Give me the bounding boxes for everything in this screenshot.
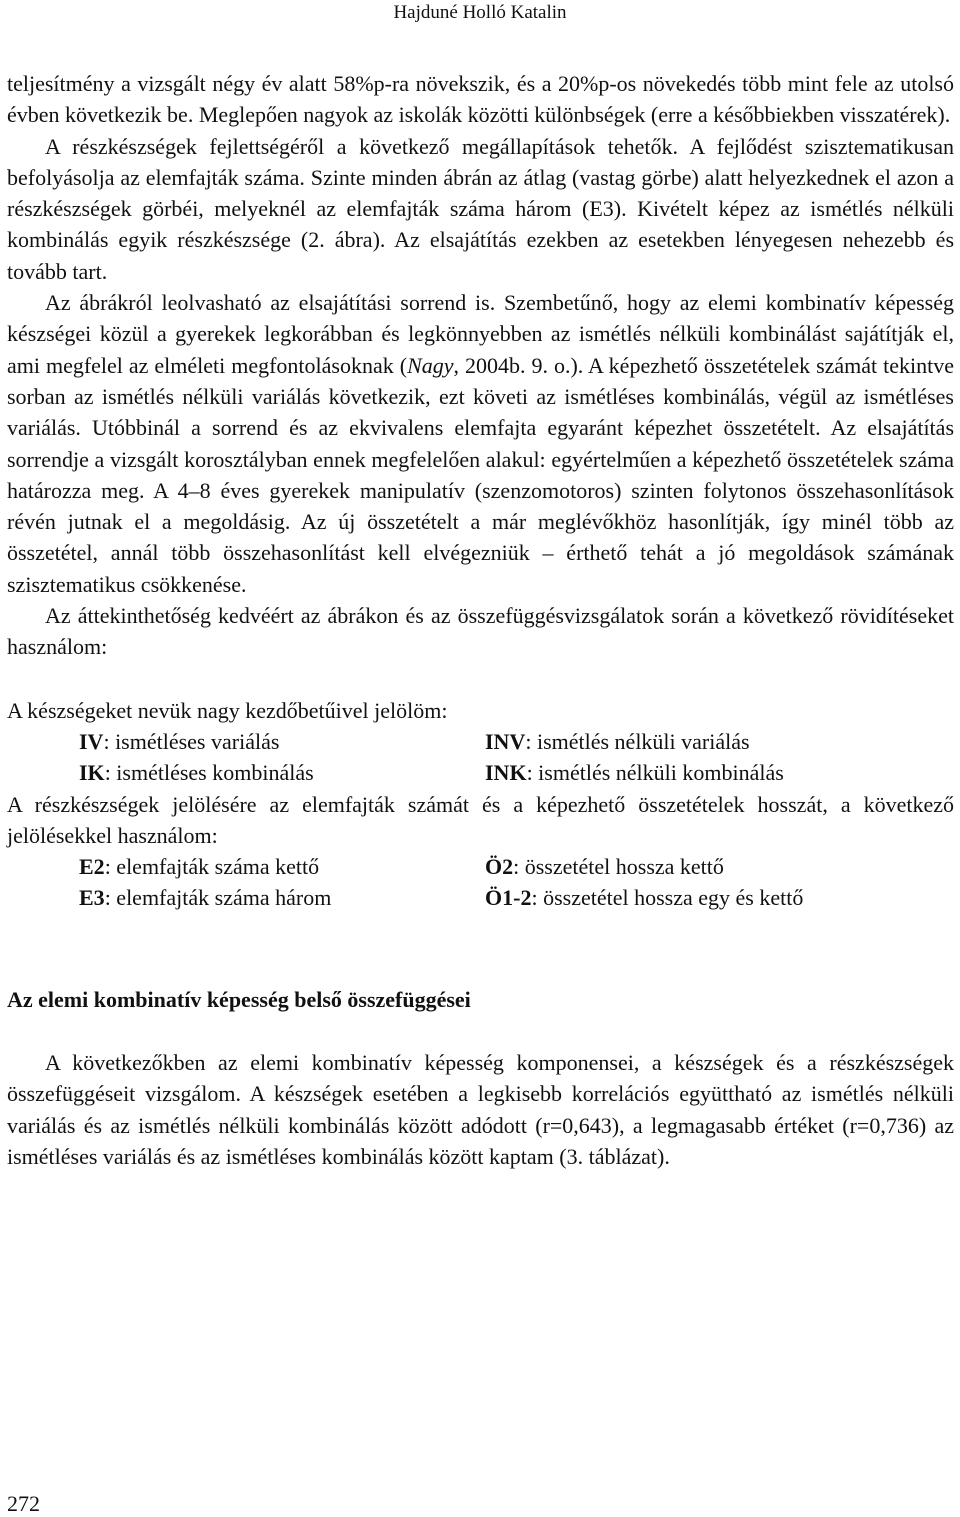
abbreviation-desc: : ismétléses variálás <box>103 728 280 754</box>
abbreviation-desc: : ismétlés nélküli variálás <box>525 728 750 754</box>
spacer <box>7 914 954 984</box>
paragraph: A készségeket nevük nagy kezdőbetűivel jelölöm: <box>7 697 448 723</box>
paragraph: Az áttekinthetőség kedvéért az ábrákon és az összefüggésvizsgálatok során a következő rövidítéseket használom: <box>7 603 954 660</box>
paragraph: A részkészségek jelölésére az elemfajták számát és a képezhető összetételek hosszát, a következő jelölésekkel használom: <box>7 791 954 848</box>
abbreviation-item <box>485 757 945 788</box>
abbreviation-item <box>485 851 945 882</box>
paragraph-text: , 2004b. 9. o.). A képezhető összetételek számát tekintve sorban az ismétlés nélküli variálás következik, ezt követi az ismétléses kombinálás, végül az ismétléses variálás. Utóbbinál a sorrend és az ekvivalens elemfajta egyaránt képezhet összetételt. Az elsajátítás sorrendje a vizsgált korosztályban ennek megfelelően alakul: egyértelműen a képezhető összetételek száma határozza meg. A 4–8 éves gyerekek manipulatív (szenzomotoros) szinten folytonos összehasonlítások révén jutnak el a megoldásig. Az új összetételt a már meglévőkhöz hasonlítják, így minél több az összetétel, annál több összehasonlítást kell elvégezniük – érthető tehát a jó megoldások számának szisztematikus csökkenése. <box>7 352 955 597</box>
section-heading: Az elemi kombinatív képesség belső összefüggései <box>7 986 471 1012</box>
subskill-abbreviations <box>79 851 954 914</box>
abbreviation-desc: : összetétel hossza kettő <box>513 854 724 880</box>
abbreviation-item <box>79 726 485 757</box>
page-body <box>7 68 954 1172</box>
abbreviation-code: E2 <box>79 854 105 880</box>
abbreviation-code: E3 <box>79 885 105 911</box>
abbreviation-item <box>485 882 945 913</box>
abbreviation-item <box>79 882 485 913</box>
spacer <box>7 663 954 695</box>
citation-author: Nagy <box>407 352 454 378</box>
page-number: 272 <box>7 1491 40 1516</box>
abbreviation-desc: : elemfajták száma három <box>104 885 332 911</box>
abbreviation-code: IK <box>79 760 105 786</box>
abbreviation-desc: : összetétel hossza egy és kettő <box>531 885 804 911</box>
abbreviation-desc: : ismétlés nélküli kombinálás <box>526 760 784 786</box>
abbreviation-code: IV <box>79 728 104 754</box>
abbreviation-code: INK <box>485 760 527 786</box>
abbreviation-item <box>79 757 485 788</box>
abbreviation-desc: : ismétléses kombinálás <box>104 760 314 786</box>
abbreviation-code: Ö1-2 <box>485 885 532 911</box>
skill-abbreviations <box>79 726 954 789</box>
spacer <box>7 1015 954 1047</box>
abbreviation-item <box>485 726 945 757</box>
abbreviation-code: Ö2 <box>485 854 514 880</box>
paragraph: teljesítmény a vizsgált négy év alatt 58%p-ra növekszik, és a 20%p-os növekedés több mint fele az utolsó évben következik be. Meglepően nagyok az iskolák közötti különbségek (erre a későbbiekben visszatérek). <box>7 71 954 128</box>
paragraph: A következőkben az elemi kombinatív képesség komponensei, a készségek és a részkészségek összefüggéseit vizsgálom. A készségek esetében a legkisebb korrelációs együttható az ismétlés nélküli variálás és az ismétlés nélküli kombinálás között adódott (r=0,643), a legmagasabb értéket (r=0,736) az ismétléses variálás és az ismétléses kombinálás között kaptam (3. táblázat). <box>7 1050 954 1169</box>
running-header: Hajduné Holló Katalin <box>393 2 567 23</box>
abbreviation-code: INV <box>485 728 526 754</box>
abbreviation-item <box>79 851 485 882</box>
paragraph <box>7 287 954 600</box>
paragraph-text: Az ábrákról leolvasható az elsajátítási sorrend is. Szembetűnő, hogy az elemi kombinatív képesség készségei közül a gyerekek legkorábban és legkönnyebben az ismétlés nélküli kombinálást sajátítják el, ami megfelel az elméleti megfontolásoknak ( <box>7 290 954 378</box>
paragraph: A részkészségek fejlettségéről a következő megállapítások tehetők. A fejlődést szisztematikusan befolyásolja az elemfajták száma. Szinte minden ábrán az átlag (vastag görbe) alatt helyezkednek el azon a részkészségek görbéi, melyeknél az elemfajták száma három (E3). Kivételt képez az ismétlés nélküli kombinálás egyik részkészsége (2. ábra). Az elsajátítás ezekben az esetekben lényegesen nehezebb és tovább tart. <box>7 133 954 284</box>
abbreviation-desc: : elemfajták száma kettő <box>104 854 320 880</box>
